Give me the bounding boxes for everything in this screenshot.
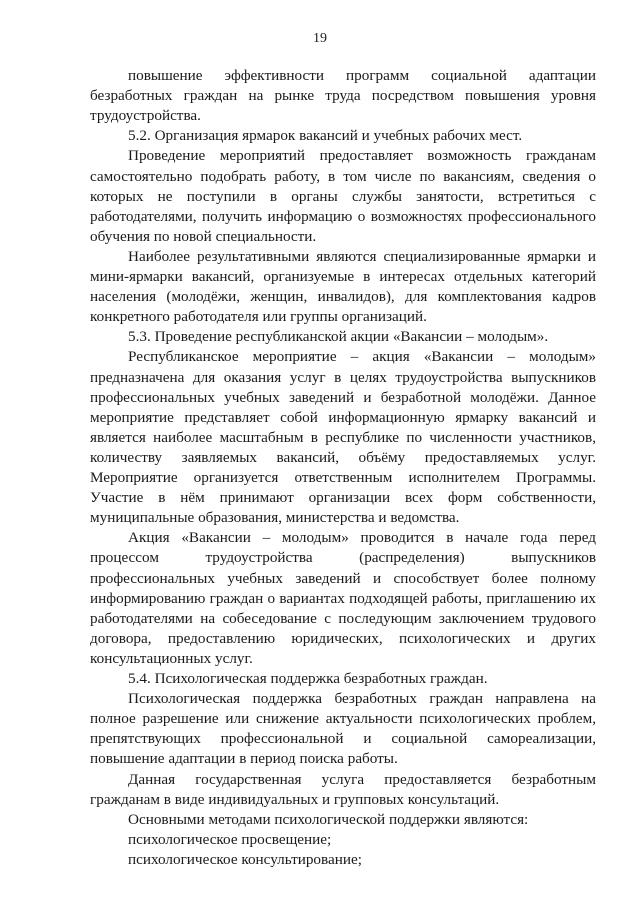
text-line: количеству заявляемых вакансий, объёму предоставляемых услуг. — [90, 449, 596, 466]
text-line: мероприятие представляет собой информационную ярмарку вакансий и — [90, 409, 596, 426]
text-line: полное разрешение или снижение актуальности психологических проблем, — [90, 710, 596, 727]
text-line: договора, предоставлению юридических, психологических и других — [90, 630, 596, 647]
text-line: информированию граждан о вариантах подходящей работы, приглашению их — [90, 590, 596, 607]
section-heading-5-3: 5.3. Проведение республиканской акции «Вакансии – молодым». — [128, 328, 549, 345]
text-line: консультационных услуг. — [90, 650, 253, 667]
text-line: повышение эффективности программ социальной адаптации — [128, 67, 596, 84]
text-line: Республиканское мероприятие – акция «Вакансии – молодым» — [128, 348, 596, 365]
text-line: муниципальные образования, министерства и ведомства. — [90, 509, 460, 526]
text-line: трудоустройства. — [90, 107, 201, 124]
text-line: обучения по новой специальности. — [90, 228, 317, 245]
text-line: безработных граждан на рынке труда посредством повышения уровня — [90, 87, 596, 104]
text-line: Акция «Вакансии – молодым» проводится в начале года перед — [128, 529, 596, 546]
list-item: психологическое консультирование; — [128, 851, 362, 868]
text-line: профессиональных учебных заведений и безработной молодёжи. Данное — [90, 389, 596, 406]
text-line: Данная государственная услуга предоставляется безработным — [128, 771, 596, 788]
text-line: которых не поступили в органы службы занятости, встретиться с — [90, 188, 596, 205]
text-line: Наиболее результативными являются специализированные ярмарки и — [128, 248, 596, 265]
text-line: населения (молодёжи, женщин, инвалидов), для комплектования кадров — [90, 288, 596, 305]
text-line: Мероприятие организуется ответственным исполнителем Программы. — [90, 469, 596, 486]
text-line: предназначена для оказания услуг в целях трудоустройства выпускников — [90, 369, 596, 386]
text-line: Участие в нём принимают организации всех форм собственности, — [90, 489, 596, 506]
text-line: мини-ярмарки вакансий, организуемые в интересах отдельных категорий — [90, 268, 596, 285]
text-line: Психологическая поддержка безработных граждан направлена на — [128, 690, 596, 707]
text-line: Основными методами психологической поддержки являются: — [128, 811, 529, 828]
section-heading-5-4: 5.4. Психологическая поддержка безработных граждан. — [128, 670, 488, 687]
text-line: самостоятельно подобрать работу, в том числе по вакансиям, сведения о — [90, 168, 596, 185]
text-line: профессиональных учебных заведений и способствует более полному — [90, 570, 596, 587]
text-line: повышение адаптации в период поиска работы. — [90, 750, 398, 767]
text-line: является наиболее масштабным в республике по численности участников, — [90, 429, 596, 446]
text-line: работодателями, получить информацию о возможностях профессионального — [90, 208, 596, 225]
section-heading-5-2: 5.2. Организация ярмарок вакансий и учебных рабочих мест. — [128, 127, 523, 144]
text-line: Проведение мероприятий предоставляет возможность гражданам — [128, 147, 596, 164]
page-number: 19 — [313, 31, 327, 46]
list-item: психологическое просвещение; — [128, 831, 332, 848]
text-line: процессом трудоустройства (распределения) выпускников — [90, 549, 596, 566]
text-line: конкретного работодателя или группы организаций. — [90, 308, 427, 325]
text-line: препятствующих профессиональной и социальной самореализации, — [90, 730, 596, 747]
text-line: работодателями на собеседование с последующим заключением трудового — [90, 610, 596, 627]
text-line: гражданам в виде индивидуальных и групповых консультаций. — [90, 791, 500, 808]
